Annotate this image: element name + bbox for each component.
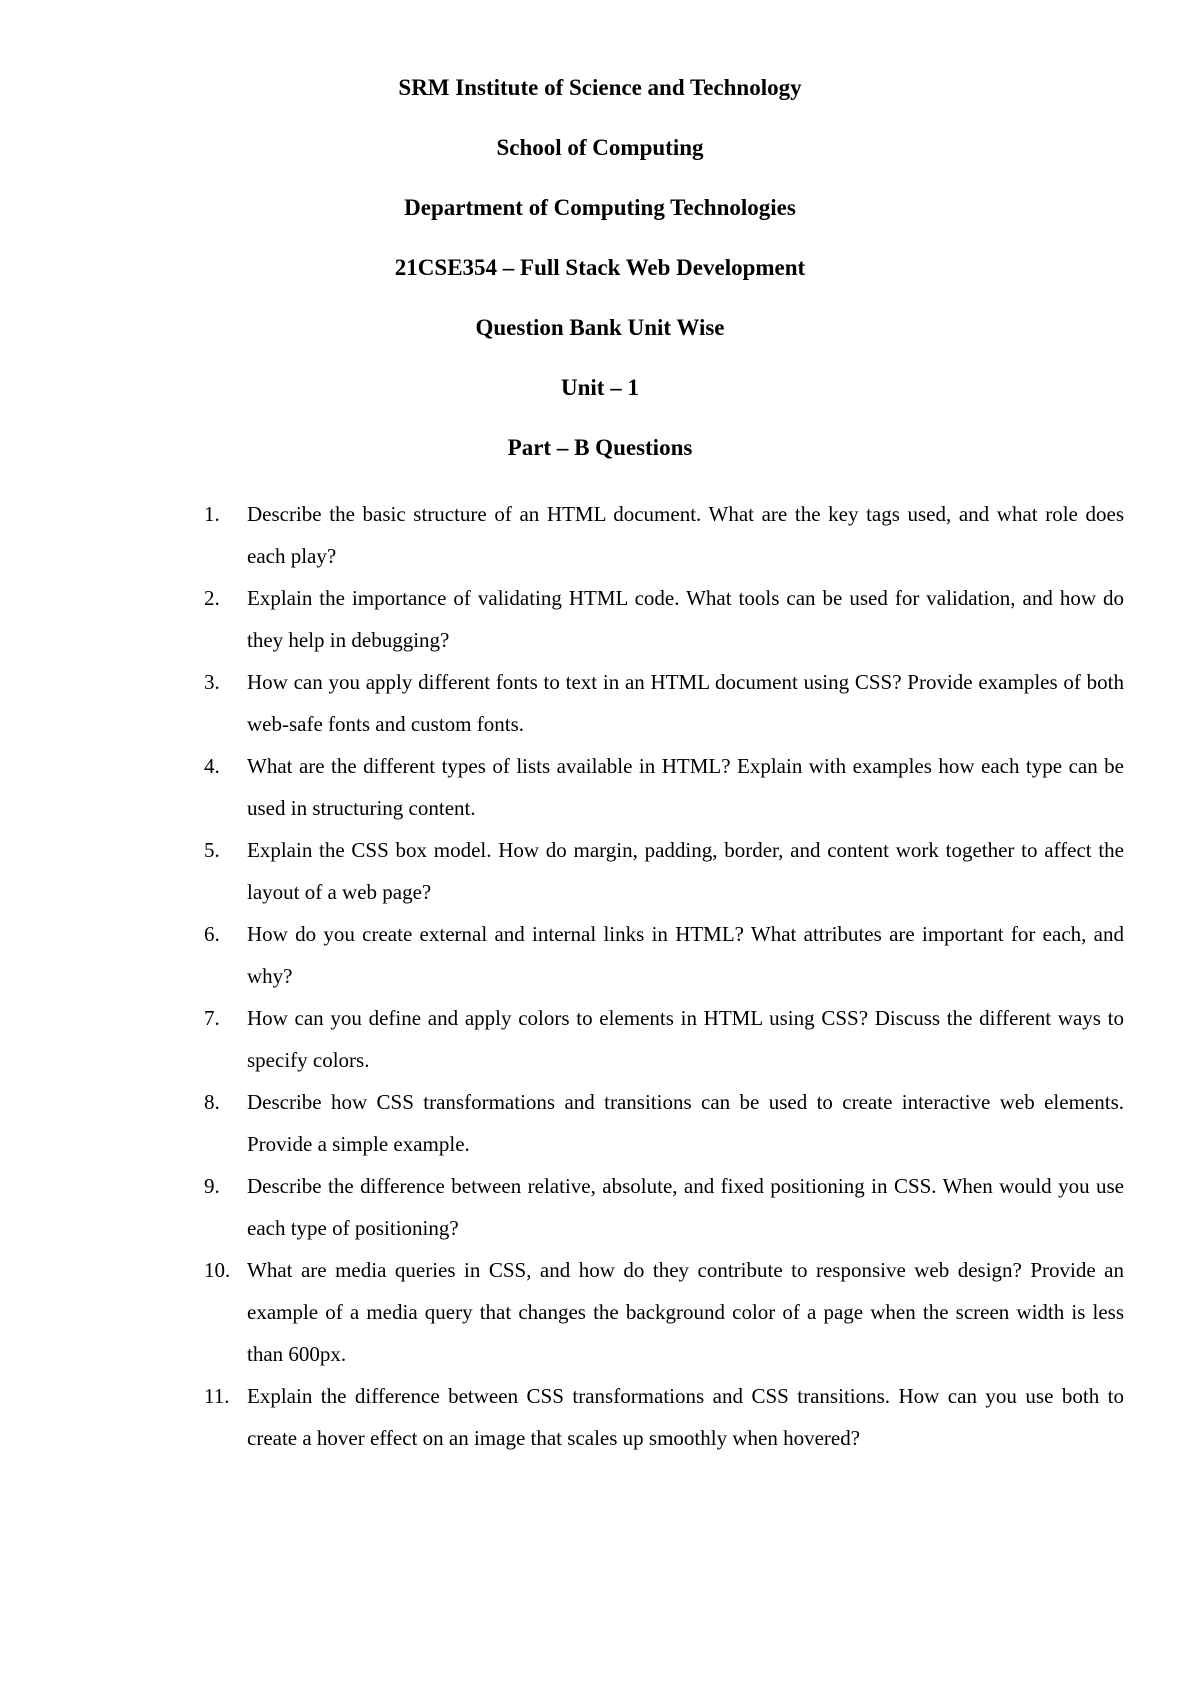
question-item xyxy=(204,493,1124,577)
question-number: 7. xyxy=(204,1006,220,1030)
question-item xyxy=(204,913,1124,997)
school-name: School of Computing xyxy=(496,135,704,160)
question-text: Describe the basic structure of an HTML document. What are the key tags used, and what role does each play? xyxy=(247,502,1124,568)
question-item xyxy=(204,829,1124,913)
question-text: How do you create external and internal links in HTML? What attributes are important for each, and why? xyxy=(247,922,1124,988)
question-number: 2. xyxy=(204,586,220,610)
document-title: Question Bank Unit Wise xyxy=(475,315,725,340)
question-text: Describe how CSS transformations and transitions can be used to create interactive web elements. Provide a simple example. xyxy=(247,1090,1124,1156)
institute-name: SRM Institute of Science and Technology xyxy=(398,75,802,100)
course-title: 21CSE354 – Full Stack Web Development xyxy=(394,255,806,280)
question-item xyxy=(204,1249,1124,1375)
part-title: Part – B Questions xyxy=(507,435,693,460)
question-text: What are the different types of lists available in HTML? Explain with examples how each type can be used in structuring content. xyxy=(247,754,1124,820)
question-text: Describe the difference between relative, absolute, and fixed positioning in CSS. When would you use each type of positioning? xyxy=(247,1174,1124,1240)
question-item xyxy=(204,1081,1124,1165)
question-item xyxy=(204,1375,1124,1459)
question-item xyxy=(204,997,1124,1081)
question-item xyxy=(204,577,1124,661)
question-text: How can you define and apply colors to elements in HTML using CSS? Discuss the different ways to specify colors. xyxy=(247,1006,1124,1072)
question-item xyxy=(204,745,1124,829)
question-item xyxy=(204,661,1124,745)
question-number: 1. xyxy=(204,502,220,526)
question-number: 8. xyxy=(204,1090,220,1114)
question-number: 4. xyxy=(204,754,220,778)
question-text: Explain the CSS box model. How do margin, padding, border, and content work together to affect the layout of a web page? xyxy=(247,838,1124,904)
question-list xyxy=(204,493,1124,1459)
question-text: Explain the difference between CSS transformations and CSS transitions. How can you use both to create a hover effect on an image that scales up smoothly when hovered? xyxy=(247,1384,1124,1450)
question-text: Explain the importance of validating HTML code. What tools can be used for validation, and how do they help in debugging? xyxy=(247,586,1124,652)
question-number: 9. xyxy=(204,1174,220,1198)
question-text: How can you apply different fonts to text in an HTML document using CSS? Provide examples of both web-safe fonts and custom fonts. xyxy=(247,670,1124,736)
unit-title: Unit – 1 xyxy=(561,375,639,400)
question-text: What are media queries in CSS, and how do they contribute to responsive web design? Provide an example of a media query that changes the background color of a page when the screen width is less than 600px. xyxy=(247,1258,1124,1366)
question-number: 10. xyxy=(204,1258,231,1282)
question-item xyxy=(204,1165,1124,1249)
question-number: 6. xyxy=(204,922,220,946)
question-number: 11. xyxy=(204,1384,230,1408)
question-number: 5. xyxy=(204,838,220,862)
department-name: Department of Computing Technologies xyxy=(404,195,796,220)
question-number: 3. xyxy=(204,670,220,694)
